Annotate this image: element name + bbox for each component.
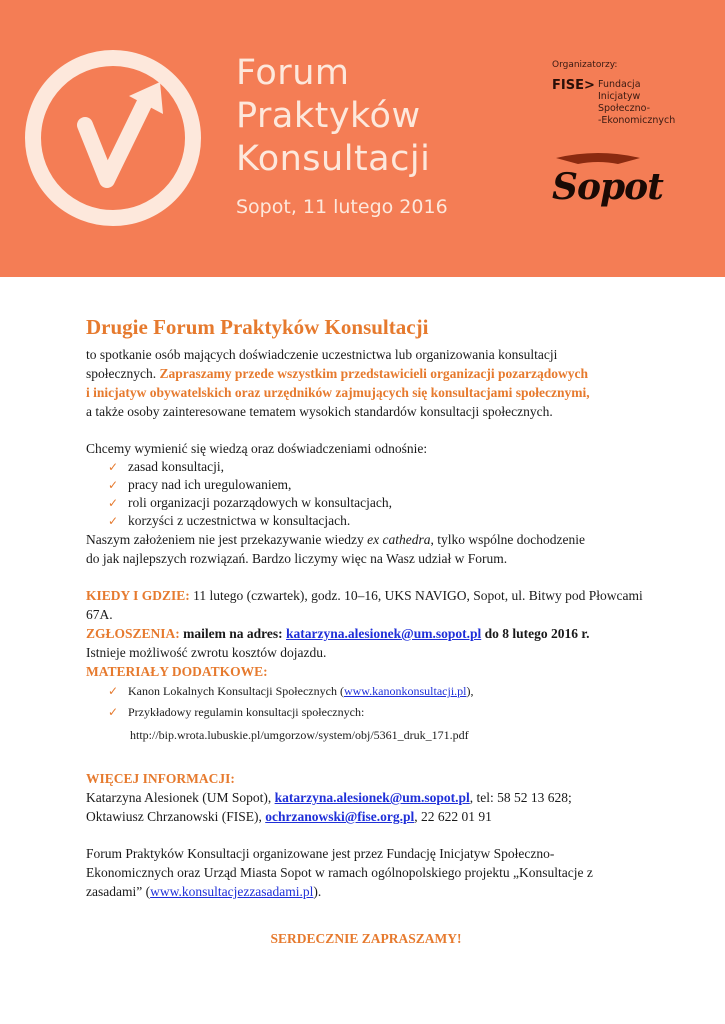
list-item-text: Kanon Lokalnych Konsultacji Społecznych ( bbox=[128, 684, 344, 698]
invitation-body bbox=[86, 313, 646, 948]
footer-line: Forum Praktyków Konsultacji organizowane jest przez Fundację Inicjatyw Społeczno- bbox=[86, 846, 555, 861]
page-title: Drugie Forum Praktyków Konsultacji bbox=[86, 315, 429, 339]
materials-list bbox=[86, 681, 646, 723]
contact-label: WIĘCEJ INFORMACJI: bbox=[86, 771, 235, 786]
checkmark-icon: ✓ bbox=[108, 705, 119, 719]
intro-highlight: i inicjatyw obywatelskich oraz urzędników zajmujących się konsultacjami społecznymi, bbox=[86, 385, 590, 400]
intro-line: to spotkanie osób mających doświadczenie uczestnictwa lub organizowania konsultacji bbox=[86, 347, 558, 362]
aim-italic: ex cathedra bbox=[367, 532, 431, 547]
fise-name-line: -Ekonomicznych bbox=[598, 115, 676, 126]
project-link[interactable]: www.konsultacjezzasadami.pl bbox=[150, 884, 314, 899]
materials-label: MATERIAŁY DODATKOWE: bbox=[86, 664, 268, 679]
sopot-logo: Sopot bbox=[552, 166, 663, 208]
contact-phone: , 22 622 01 91 bbox=[414, 809, 492, 824]
registration-deadline: do 8 lutego 2016 r. bbox=[481, 626, 590, 641]
list-item bbox=[108, 494, 646, 512]
fise-name-line: Społeczno- bbox=[598, 103, 651, 114]
forum-logo-icon bbox=[25, 30, 215, 240]
footer-text: ). bbox=[313, 884, 322, 899]
fise-logo: FISE> bbox=[552, 78, 595, 93]
contact-email-link[interactable]: ochrzanowski@fise.org.pl bbox=[265, 809, 415, 824]
list-item bbox=[108, 476, 646, 494]
banner-title-line: Konsultacji bbox=[236, 139, 431, 179]
organizers-label: Organizatorzy: bbox=[552, 60, 618, 70]
list-item-text: ), bbox=[466, 684, 474, 698]
invitation-closing: SERDECZNIE ZAPRASZAMY! bbox=[270, 931, 462, 946]
footer-line: Ekonomicznych oraz Urząd Miasta Sopot w ramach ogólnopolskiego projektu „Konsultacje z bbox=[86, 865, 593, 880]
banner-title-line: Praktyków bbox=[236, 96, 421, 136]
topics-list bbox=[86, 458, 646, 530]
list-item bbox=[108, 512, 646, 530]
refund-note: Istnieje możliwość zwrotu kosztów dojazdu. bbox=[86, 645, 327, 660]
banner-title bbox=[236, 52, 430, 181]
fise-name-line: Fundacja bbox=[598, 79, 641, 90]
registration-text: mailem na adres: bbox=[179, 626, 287, 641]
when-where bbox=[86, 586, 646, 605]
banner-date: Sopot, 11 lutego 2016 bbox=[236, 196, 448, 218]
checkmark-icon: ✓ bbox=[108, 514, 119, 528]
list-item-text: zasad konsultacji, bbox=[128, 459, 224, 474]
event-banner bbox=[0, 0, 725, 277]
when-label: KIEDY I GDZIE: bbox=[86, 588, 190, 603]
checkmark-icon: ✓ bbox=[108, 460, 119, 474]
contact-line bbox=[86, 807, 646, 826]
fise-name bbox=[598, 79, 675, 127]
when-where-cont: 67A. bbox=[86, 607, 113, 622]
banner-title-line: Forum bbox=[236, 53, 350, 93]
aim-line: do jak najlepszych rozwiązań. Bardzo liczymy więc na Wasz udział w Forum. bbox=[86, 551, 508, 566]
contact-name: Katarzyna Alesionek (UM Sopot), bbox=[86, 790, 275, 805]
checkmark-icon: ✓ bbox=[108, 496, 119, 510]
registration bbox=[86, 624, 646, 643]
fise-name-line: Inicjatyw bbox=[598, 91, 641, 102]
registration-email-link[interactable]: katarzyna.alesionek@um.sopot.pl bbox=[286, 626, 482, 641]
list-item-text: pracy nad ich uregulowaniem, bbox=[128, 477, 292, 492]
kanon-link[interactable]: www.kanonkonsultacji.pl bbox=[343, 684, 467, 698]
intro-highlight: Zapraszamy przede wszystkim przedstawicieli organizacji pozarządowych bbox=[159, 366, 589, 381]
list-item-text: Przykładowy regulamin konsultacji społecznych: bbox=[128, 705, 365, 719]
list-item-text: roli organizacji pozarządowych w konsultacjach, bbox=[128, 495, 393, 510]
list-item bbox=[108, 458, 646, 476]
footer-text: zasadami” ( bbox=[86, 884, 151, 899]
checkmark-icon: ✓ bbox=[108, 478, 119, 492]
contact-line bbox=[86, 788, 646, 807]
aim-text: , tylko wspólne dochodzenie bbox=[430, 532, 585, 547]
contact-phone: , tel: 58 52 13 628; bbox=[469, 790, 572, 805]
aim-text: Naszym założeniem nie jest przekazywanie wiedzy bbox=[86, 532, 368, 547]
list-item bbox=[108, 681, 646, 702]
list-item-text: korzyści z uczestnictwa w konsultacjach. bbox=[128, 513, 351, 528]
regulation-url: http://bip.wrota.lubuskie.pl/umgorzow/system/obj/5361_druk_171.pdf bbox=[130, 728, 469, 742]
footer-line bbox=[86, 882, 646, 901]
when-text: 11 lutego (czwartek), godz. 10–16, UKS NAVIGO, Sopot, ul. Bitwy pod Płowcami bbox=[189, 588, 643, 603]
topics-lead: Chcemy wymienić się wiedzą oraz doświadczeniami odnośnie: bbox=[86, 441, 428, 456]
contact-email-link[interactable]: katarzyna.alesionek@um.sopot.pl bbox=[274, 790, 470, 805]
intro-text: społecznych. bbox=[86, 366, 157, 381]
intro-line: a także osoby zainteresowane tematem wysokich standardów konsultacji społecznych. bbox=[86, 404, 553, 419]
checkmark-icon: ✓ bbox=[108, 684, 119, 698]
intro-line bbox=[86, 364, 646, 383]
registration-label: ZGŁOSZENIA: bbox=[86, 626, 180, 641]
list-item bbox=[108, 702, 646, 723]
aim-line bbox=[86, 530, 646, 549]
contact-name: Oktawiusz Chrzanowski (FISE), bbox=[86, 809, 266, 824]
